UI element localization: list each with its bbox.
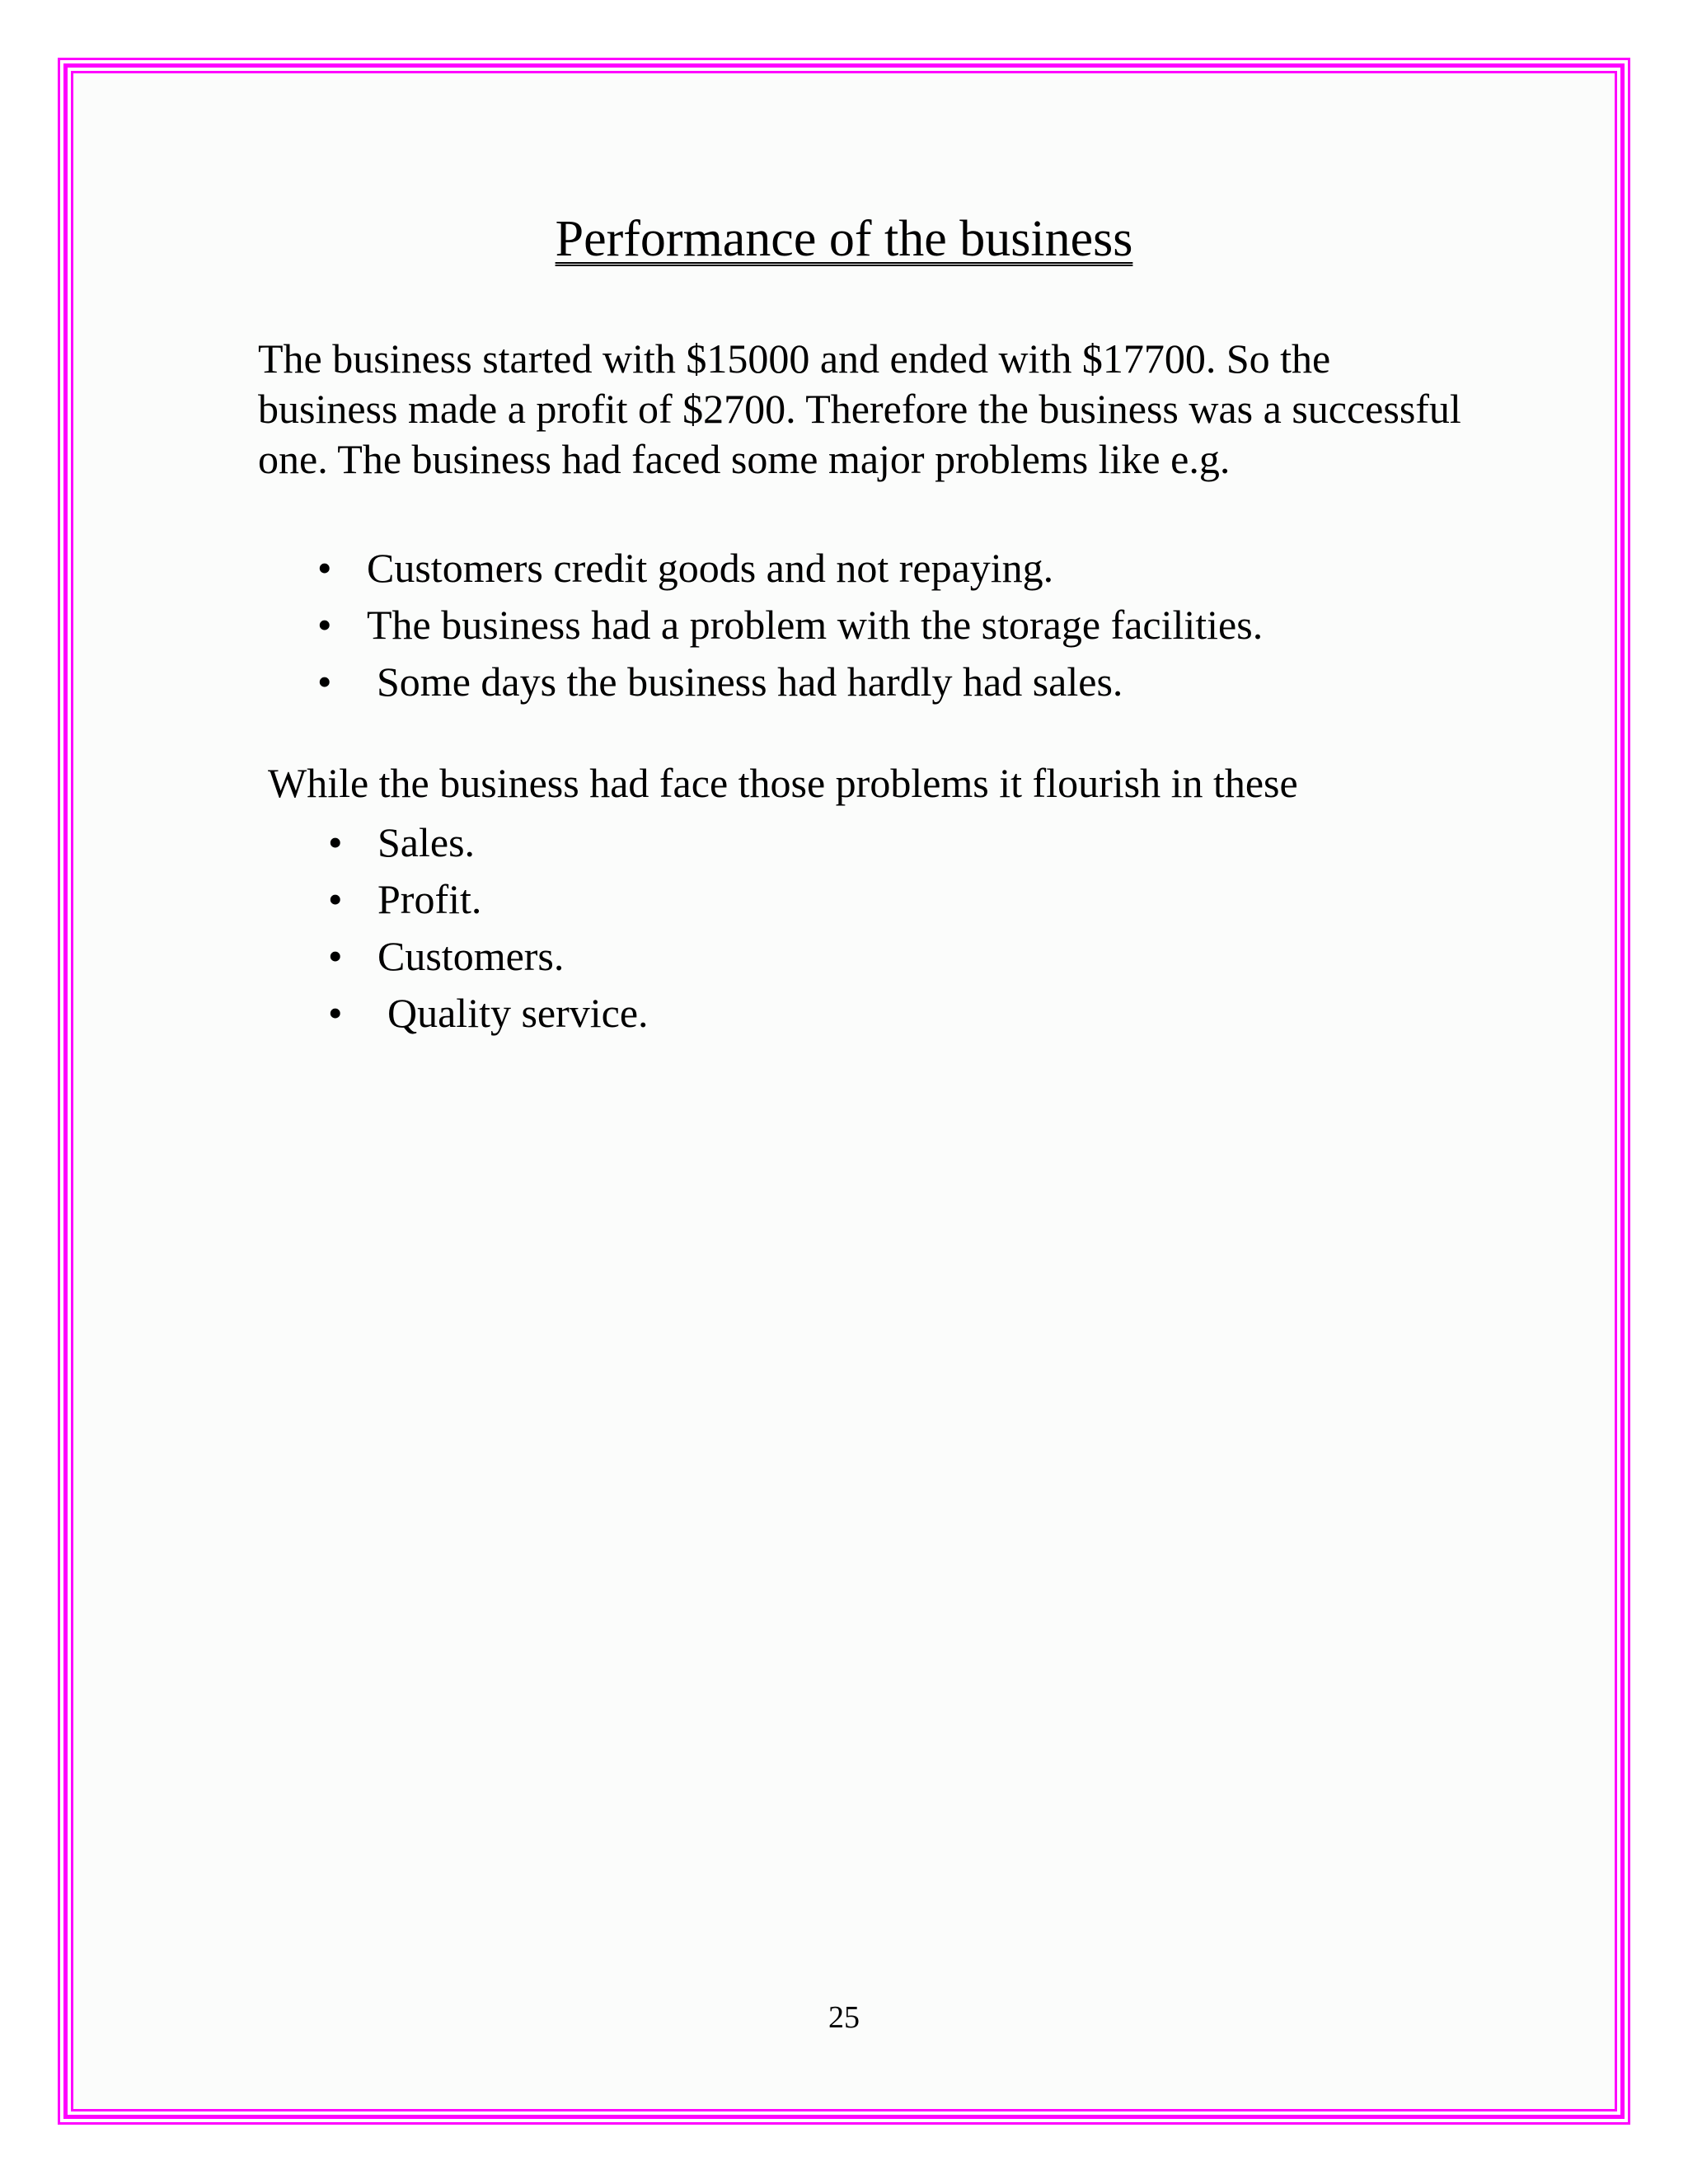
bullet-icon: • [328,819,343,865]
problem-text: Some days the business had hardly had sales. [377,658,1123,705]
strength-text: Quality service. [387,990,649,1036]
strength-text: Sales. [377,819,476,865]
strength-text: Profit. [377,876,482,922]
bullet-icon: • [328,876,343,922]
page-title-text: Performance of the business [555,211,1133,267]
bullet-icon: • [317,545,332,591]
page-title [0,209,1688,269]
bullet-icon: • [328,990,343,1036]
bullet-icon: • [317,658,332,705]
flourish-paragraph: While the business had face those problems it flourish in these [268,760,1298,806]
bullet-icon: • [328,933,343,979]
intro-paragraph: The business started with $15000 and ended with $17700. So the business made a profit of $2700. Therefore the business was a successful one. The business had faced some major problems like e.g. [258,335,1461,482]
page-number: 25 [828,2000,860,2035]
strength-text: Customers. [377,933,565,979]
problem-text: Customers credit goods and not repaying. [367,545,1054,591]
bullet-icon: • [317,602,332,648]
problem-text: The business had a problem with the storage facilities. [367,602,1264,648]
